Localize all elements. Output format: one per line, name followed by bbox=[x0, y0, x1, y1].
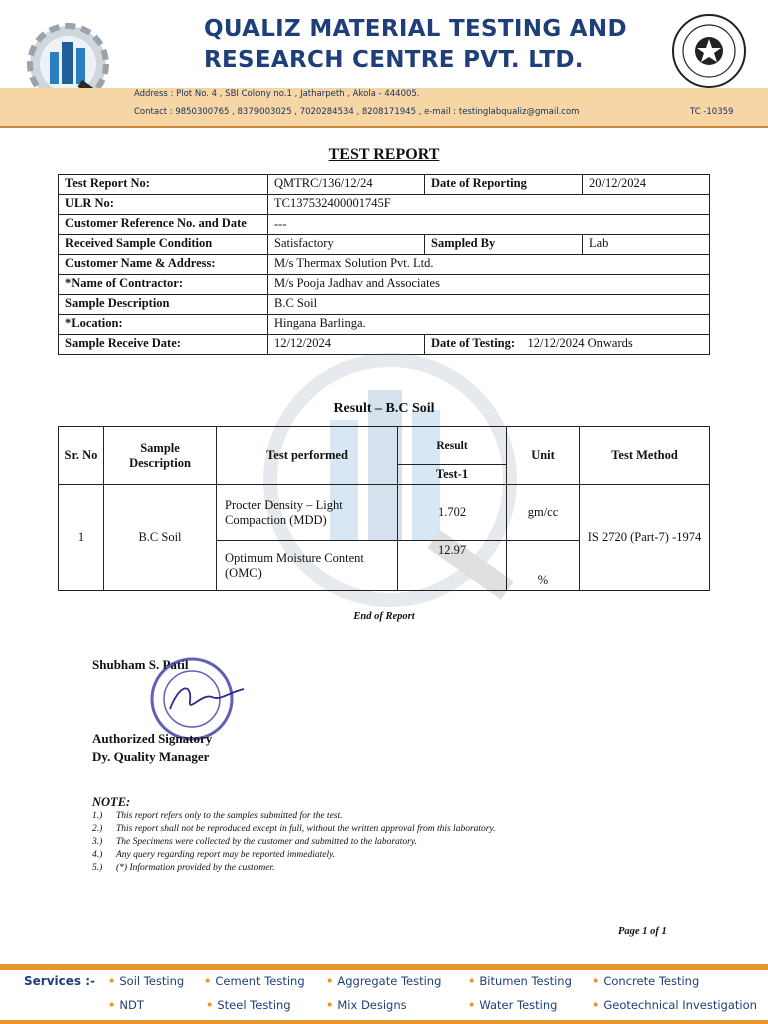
table-row bbox=[59, 295, 710, 315]
sample-description-label: Sample Description bbox=[59, 295, 268, 315]
note-text: (*) Information provided by the customer. bbox=[116, 863, 275, 873]
unit-header: Unit bbox=[507, 427, 580, 485]
table-row bbox=[59, 175, 710, 195]
accreditation-seal-icon bbox=[670, 12, 748, 90]
lab-stamp-signature-icon bbox=[140, 653, 246, 743]
result-title: Result – B.C Soil bbox=[333, 401, 435, 416]
report-title bbox=[0, 146, 768, 164]
sample-description-cell: B.C Soil bbox=[104, 485, 217, 591]
service-item: • Bitumen Testing bbox=[468, 974, 572, 988]
note-text: This report shall not be reproduced except in full, without the written approval from this laboratory. bbox=[116, 824, 496, 834]
footer-bar bbox=[0, 964, 768, 970]
table-header-row bbox=[59, 427, 710, 465]
note-number: 3.) bbox=[92, 837, 103, 847]
sample-condition-value: Satisfactory bbox=[268, 235, 425, 255]
table-row bbox=[59, 275, 710, 295]
sample-description-value: B.C Soil bbox=[268, 295, 710, 315]
date-testing-label: Date of Testing: bbox=[431, 336, 516, 350]
result-header: Result bbox=[398, 427, 507, 465]
note-text: The Specimens were collected by the customer and submitted to the laboratory. bbox=[116, 837, 417, 847]
table-row bbox=[59, 255, 710, 275]
notes-list bbox=[92, 810, 496, 875]
notes-heading: NOTE: bbox=[92, 795, 131, 809]
service-item: • Steel Testing bbox=[206, 998, 291, 1012]
list-item bbox=[92, 849, 496, 862]
services-label: Services :- bbox=[24, 974, 95, 988]
company-name bbox=[204, 14, 627, 76]
table-row bbox=[59, 485, 710, 541]
authorized-signatory: Authorized Signatory bbox=[92, 731, 213, 746]
date-testing-value: 12/12/2024 Onwards bbox=[527, 336, 633, 350]
note-number: 4.) bbox=[92, 850, 103, 860]
table-row bbox=[59, 195, 710, 215]
test-unit-cell: % bbox=[507, 541, 580, 591]
service-item: • Cement Testing bbox=[204, 974, 305, 988]
test-method-cell: IS 2720 (Part-7) -1974 bbox=[580, 485, 710, 591]
note-text: Any query regarding report may be reported immediately. bbox=[116, 850, 336, 860]
header-divider bbox=[0, 126, 768, 128]
receive-date-label: Sample Receive Date: bbox=[59, 335, 268, 355]
service-item: • Geotechnical Investigation bbox=[592, 998, 757, 1012]
customer-reference-label: Customer Reference No. and Date bbox=[59, 215, 268, 235]
report-no-label: Test Report No: bbox=[59, 175, 268, 195]
location-value: Hingana Barlinga. bbox=[268, 315, 710, 335]
customer-value: M/s Thermax Solution Pvt. Ltd. bbox=[268, 255, 710, 275]
service-item: • Soil Testing bbox=[108, 974, 184, 988]
page-number: Page 1 of 1 bbox=[618, 926, 667, 937]
company-name-line1: QUALIZ MATERIAL TESTING AND bbox=[204, 16, 627, 42]
receive-date-value: 12/12/2024 bbox=[268, 335, 425, 355]
list-item bbox=[92, 810, 496, 823]
test-name-cell: Procter Density – Light Compaction (MDD) bbox=[217, 485, 398, 541]
tc-number: TC -10359 bbox=[690, 107, 734, 117]
test-unit-cell: gm/cc bbox=[507, 485, 580, 541]
customer-label: Customer Name & Address: bbox=[59, 255, 268, 275]
service-item: • Water Testing bbox=[468, 998, 557, 1012]
sample-description-header: Sample Description bbox=[104, 427, 217, 485]
signatory-name: Shubham S. Patil bbox=[92, 657, 189, 672]
end-of-report: End of Report bbox=[353, 611, 415, 622]
date-reporting-value: 20/12/2024 bbox=[583, 175, 710, 195]
note-number: 5.) bbox=[92, 863, 103, 873]
sampled-by-value: Lab bbox=[583, 235, 710, 255]
note-number: 2.) bbox=[92, 824, 103, 834]
ulr-value: TC137532400001745F bbox=[268, 195, 710, 215]
report-info-table bbox=[58, 174, 710, 355]
test-performed-header: Test performed bbox=[217, 427, 398, 485]
service-item: • Concrete Testing bbox=[592, 974, 699, 988]
test1-header: Test-1 bbox=[398, 465, 507, 485]
list-item bbox=[92, 862, 496, 875]
report-title-text: TEST REPORT bbox=[328, 146, 440, 163]
sampled-by-label: Sampled By bbox=[425, 235, 583, 255]
note-number: 1.) bbox=[92, 811, 103, 821]
test-value-cell: 1.702 bbox=[398, 485, 507, 541]
test-method-header: Test Method bbox=[580, 427, 710, 485]
company-name-line2: RESEARCH CENTRE PVT. LTD. bbox=[204, 47, 584, 73]
sr-no-cell: 1 bbox=[59, 485, 104, 591]
contractor-value: M/s Pooja Jadhav and Associates bbox=[268, 275, 710, 295]
sr-no-header: Sr. No bbox=[59, 427, 104, 485]
result-table bbox=[58, 426, 710, 591]
table-row bbox=[59, 215, 710, 235]
test-name-cell: Optimum Moisture Content (OMC) bbox=[217, 541, 398, 591]
list-item bbox=[92, 823, 496, 836]
contractor-label: *Name of Contractor: bbox=[59, 275, 268, 295]
signatory-designation: Dy. Quality Manager bbox=[92, 749, 210, 764]
service-item: • NDT bbox=[108, 998, 144, 1012]
contact-text: Contact : 9850300765 , 8379003025 , 7020284534 , 8208171945 , e-mail : testinglabqualiz@gmail.com bbox=[134, 107, 580, 117]
ulr-label: ULR No: bbox=[59, 195, 268, 215]
list-item bbox=[92, 836, 496, 849]
note-text: This report refers only to the samples submitted for the test. bbox=[116, 811, 343, 821]
date-reporting-label: Date of Reporting bbox=[425, 175, 583, 195]
service-item: • Aggregate Testing bbox=[326, 974, 441, 988]
report-no-value: QMTRC/136/12/24 bbox=[268, 175, 425, 195]
service-item: • Mix Designs bbox=[326, 998, 407, 1012]
test-value-cell: 12.97 bbox=[398, 541, 507, 591]
address-text: Address : Plot No. 4 , SBI Colony no.1 , Jatharpeth , Akola - 444005. bbox=[134, 89, 420, 99]
footer-bottom-bar bbox=[0, 1020, 768, 1024]
location-label: *Location: bbox=[59, 315, 268, 335]
sample-condition-label: Received Sample Condition bbox=[59, 235, 268, 255]
customer-reference-value: --- bbox=[268, 215, 710, 235]
table-row bbox=[59, 235, 710, 255]
